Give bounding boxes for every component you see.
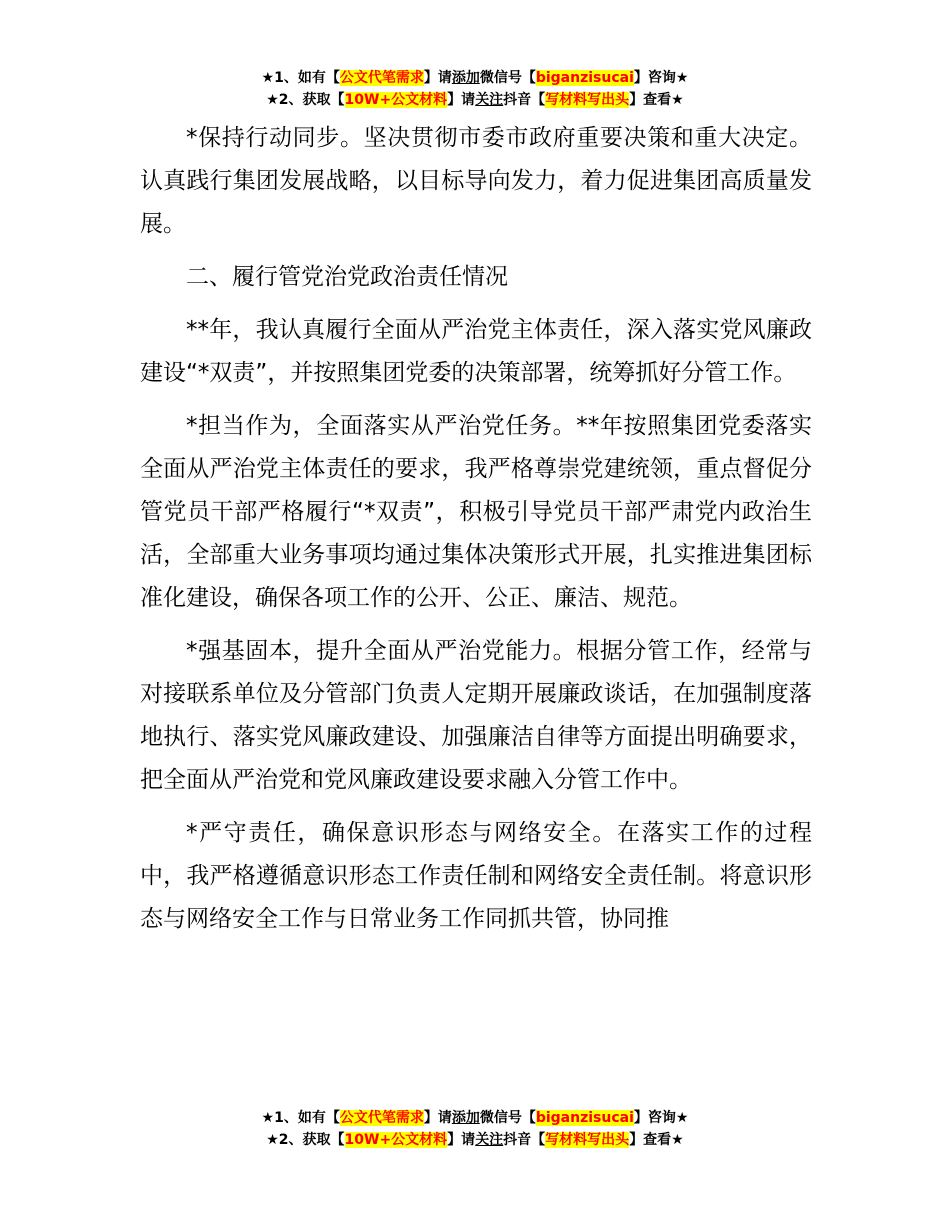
promo-text: ★2、获取【 <box>266 1132 345 1148</box>
promo-line-1 <box>0 67 950 89</box>
bottom-promo-banner <box>0 1107 950 1151</box>
promo-text: 微信号【 <box>479 1110 536 1126</box>
promo-highlight: 公文代笔需求 <box>339 1110 424 1126</box>
promo-wechat-id: biganzisucai <box>535 1110 634 1126</box>
document-body <box>140 117 812 951</box>
promo-text: 】请 <box>447 1132 476 1148</box>
promo-line-1 <box>0 1107 950 1129</box>
promo-douyin-id: 写材料写出头 <box>545 1132 630 1148</box>
promo-text: 】查看★ <box>629 92 684 108</box>
promo-text: 抖音【 <box>503 92 546 108</box>
promo-emphasis: 添加 <box>451 1110 480 1126</box>
promo-emphasis: 添加 <box>451 70 480 86</box>
promo-text: 抖音【 <box>503 1132 546 1148</box>
promo-highlight: 公文代笔需求 <box>339 70 424 86</box>
promo-emphasis: 关注 <box>475 1132 504 1148</box>
promo-text: 微信号【 <box>479 70 536 86</box>
promo-wechat-id: biganzisucai <box>535 70 634 86</box>
promo-text: 】请 <box>423 1110 452 1126</box>
paragraph: *担当作为，全面落实从严治党任务。**年按照集团党委落实全面从严治党主体责任的要求，我严格尊崇党建统领，重点督促分管党员干部严格履行“*双责”，积极引导党员干部严肃党内政治生活，全部重大业务事项均通过集体决策形式开展，扎实推进集团标准化建设，确保各项工作的公开、公正、廉洁、规范。 <box>140 413 812 611</box>
promo-highlight: 10W+公文材料 <box>344 1132 448 1148</box>
promo-text: 】查看★ <box>629 1132 684 1148</box>
promo-text: ★1、如有【 <box>261 1110 340 1126</box>
promo-text: 】咨询★ <box>633 70 689 86</box>
promo-text: 】请 <box>423 70 452 86</box>
paragraph: **年，我认真履行全面从严治党主体责任，深入落实党风廉政建设“*双责”，并按照集团党委的决策部署，统筹抓好分管工作。 <box>140 317 812 386</box>
promo-text: ★2、获取【 <box>266 92 345 108</box>
paragraph: *强基固本，提升全面从严治党能力。根据分管工作，经常与对接联系单位及分管部门负责人定期开展廉政谈话，在加强制度落地执行、落实党风廉政建设、加强廉洁自律等方面提出明确要求，把全面从严治党和党风廉政建设要求融入分管工作中。 <box>140 638 812 793</box>
promo-line-2 <box>0 1129 950 1151</box>
section-heading: 二、履行管党治党政治责任情况 <box>186 264 508 290</box>
promo-highlight: 10W+公文材料 <box>344 92 448 108</box>
promo-douyin-id: 写材料写出头 <box>545 92 630 108</box>
promo-text: ★1、如有【 <box>261 70 340 86</box>
promo-text: 】请 <box>447 92 476 108</box>
paragraph: *严守责任，确保意识形态与网络安全。在落实工作的过程中，我严格遵循意识形态工作责任制和网络安全责任制。将意识形态与网络安全工作与日常业务工作同抓共管，协同推 <box>140 820 812 932</box>
paragraph: *保持行动同步。坚决贯彻市委市政府重要决策和重大决定。认真践行集团发展战略，以目标导向发力，着力促进集团高质量发展。 <box>140 125 812 237</box>
top-promo-banner <box>0 67 950 111</box>
promo-line-2 <box>0 89 950 111</box>
promo-text: 】咨询★ <box>633 1110 689 1126</box>
promo-emphasis: 关注 <box>475 92 504 108</box>
